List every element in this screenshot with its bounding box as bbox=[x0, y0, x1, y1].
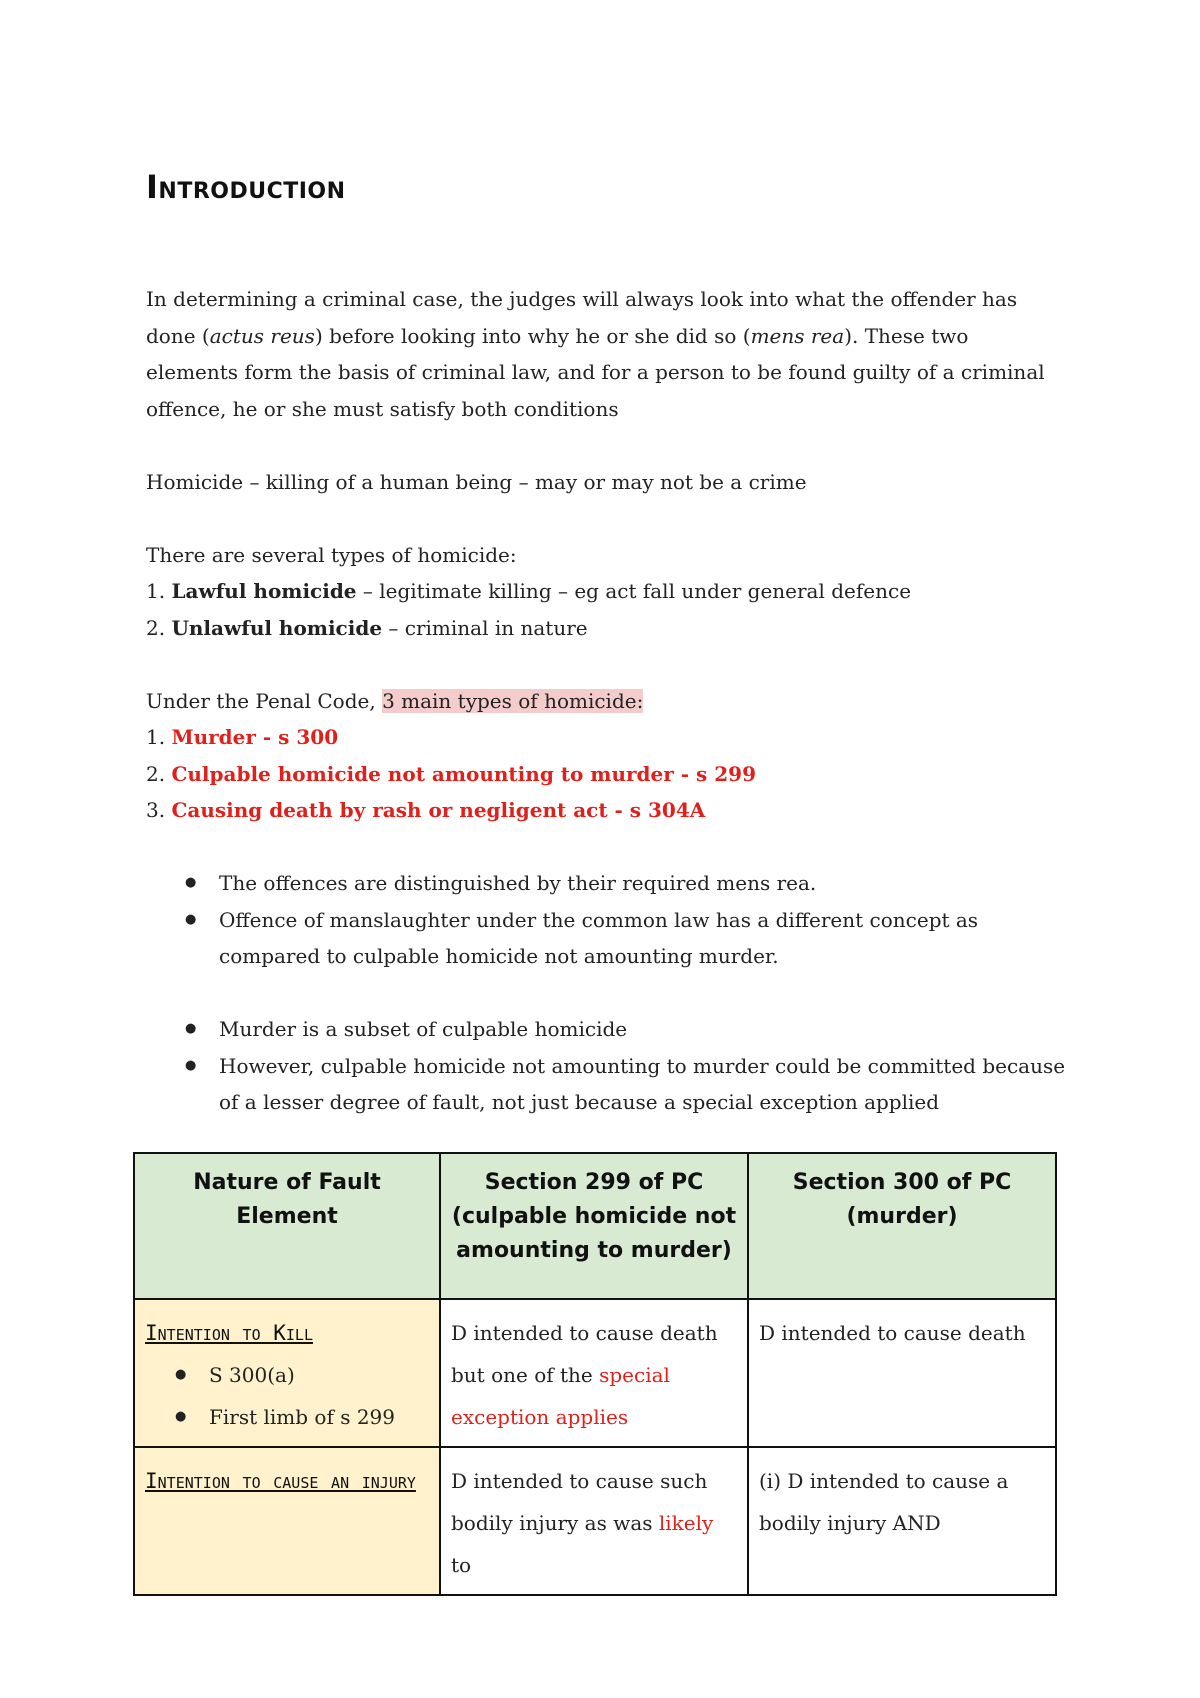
type-term: Lawful homicide bbox=[171, 579, 357, 603]
s300-cell: D intended to cause death bbox=[748, 1299, 1056, 1447]
table-row bbox=[134, 1299, 1056, 1447]
s299-red-text: likely bbox=[658, 1511, 714, 1535]
list-item: ● S 300(a) bbox=[209, 1354, 429, 1396]
bullet-list-1 bbox=[146, 865, 1066, 975]
fault-element-table bbox=[133, 1152, 1057, 1596]
s299-cell bbox=[440, 1447, 748, 1595]
fault-title: Intention to Kill bbox=[145, 1321, 313, 1345]
mens-rea-term: mens rea bbox=[750, 323, 845, 348]
s300-cell: (i) D intended to cause a bodily injury AND bbox=[748, 1447, 1056, 1595]
table-header-row bbox=[134, 1153, 1056, 1299]
header-section-300: Section 300 of PC (murder) bbox=[748, 1153, 1056, 1299]
s299-red-text: special exception applies bbox=[451, 1363, 670, 1429]
penal-type-number: 3. bbox=[146, 798, 172, 822]
penal-type-number: 1. bbox=[146, 725, 172, 749]
penal-type-rash bbox=[146, 792, 1066, 829]
penal-highlight: 3 main types of homicide: bbox=[382, 688, 644, 713]
intro-paragraph bbox=[146, 281, 1066, 427]
s299-text: D intended to cause such bodily injury as was bbox=[451, 1469, 708, 1535]
header-section-299: Section 299 of PC (culpable homicide not amounting to murder) bbox=[440, 1153, 748, 1299]
types-intro: There are several types of homicide: bbox=[146, 542, 517, 567]
type-desc: – legitimate killing – eg act fall under general defence bbox=[356, 579, 912, 603]
header-nature-of-fault: Nature of Fault Element bbox=[134, 1153, 440, 1299]
type-number: 2. bbox=[146, 615, 172, 640]
table-row bbox=[134, 1447, 1056, 1595]
type-item-unlawful bbox=[146, 610, 1066, 647]
list-item: ● First limb of s 299 bbox=[209, 1396, 429, 1438]
type-desc: – criminal in nature bbox=[382, 615, 588, 640]
s299-text: D intended to cause death but one of the bbox=[451, 1321, 718, 1387]
homicide-definition: Homicide – killing of a human being – may or may not be a crime bbox=[146, 469, 807, 494]
list-item: ● Offence of manslaughter under the common law has a different concept as compared to culpable homicide not amounting murder. bbox=[219, 902, 1066, 975]
s299-cell bbox=[440, 1299, 748, 1447]
intro-part3: ). These two elements form the basis of criminal law, and for a person to be found guilty of a criminal offence, he or she must satisfy both conditions bbox=[146, 323, 1045, 421]
penal-type-text: Culpable homicide not amounting to murder - s 299 bbox=[171, 761, 756, 786]
type-number: 1. bbox=[146, 579, 172, 603]
intro-part1: In determining a criminal case, the judges will always look into what the offender has done ( bbox=[146, 287, 1018, 348]
type-term: Unlawful homicide bbox=[171, 615, 383, 640]
penal-type-text: Causing death by rash or negligent act - s 304A bbox=[171, 798, 706, 822]
type-item-lawful bbox=[146, 573, 1066, 610]
s299-tail-text: to bbox=[451, 1553, 472, 1577]
penal-prefix: Under the Penal Code, bbox=[146, 688, 383, 713]
list-item: ● Murder is a subset of culpable homicide bbox=[219, 1011, 1066, 1048]
penal-type-number: 2. bbox=[146, 761, 172, 786]
fault-bullets bbox=[145, 1354, 429, 1438]
intro-part2: ) before looking into why he or she did so ( bbox=[314, 323, 751, 348]
penal-type-culpable bbox=[146, 756, 1066, 793]
penal-type-text: Murder - s 300 bbox=[171, 725, 339, 749]
actus-reus-term: actus reus bbox=[209, 323, 315, 348]
list-item: ● However, culpable homicide not amounting to murder could be committed because of a lesser degree of fault, not just because a special exception applied bbox=[219, 1048, 1066, 1121]
fault-title: Intention to cause an injury bbox=[145, 1469, 416, 1493]
page-heading: Introduction bbox=[146, 168, 346, 206]
penal-type-murder bbox=[146, 719, 1066, 756]
fault-cell-intention-to-injure bbox=[134, 1447, 440, 1595]
list-item: ● The offences are distinguished by their required mens rea. bbox=[219, 865, 1066, 902]
fault-cell-intention-to-kill bbox=[134, 1299, 440, 1447]
body-text bbox=[146, 281, 1066, 1121]
penal-code-intro bbox=[146, 683, 1066, 720]
bullet-list-2 bbox=[146, 1011, 1066, 1121]
